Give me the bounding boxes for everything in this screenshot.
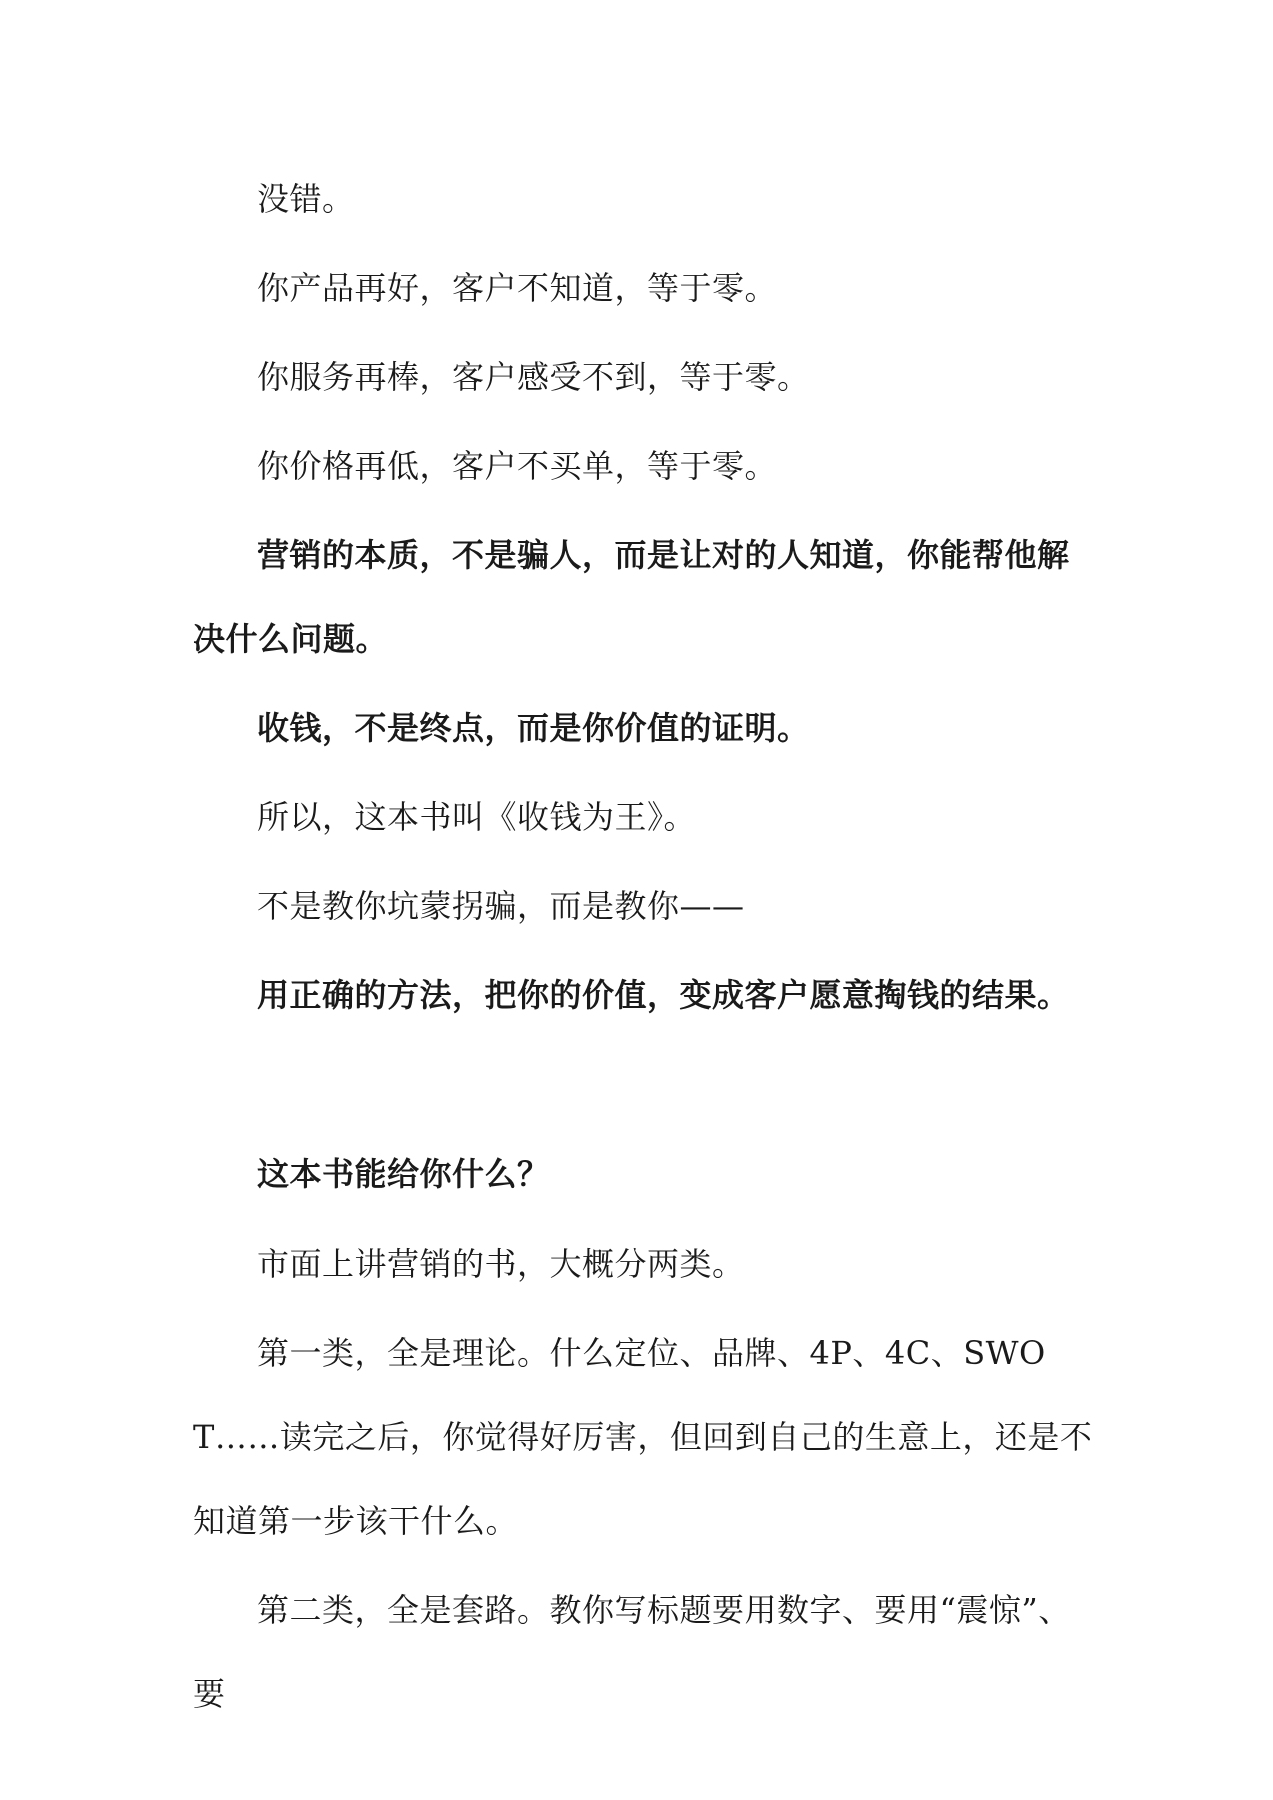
paragraph-12: 第一类，全是理论。什么定位、品牌、4P、4C、SWOT……读完之后，你觉得好厉害，但回到自己的生意上，还是不知道第一步该干什么。 bbox=[193, 1334, 1093, 1540]
paragraph-3: 你服务再棒，客户感受不到，等于零。 bbox=[257, 358, 810, 396]
paragraph-6-bold: 收钱，不是终点，而是你价值的证明。 bbox=[257, 709, 810, 747]
paragraph-11: 市面上讲营销的书，大概分两类。 bbox=[257, 1245, 745, 1283]
paragraph-7: 所以，这本书叫《收钱为王》。 bbox=[257, 798, 697, 836]
paragraph-4: 你价格再低，客户不买单，等于零。 bbox=[257, 447, 778, 485]
paragraph-2: 你产品再好，客户不知道，等于零。 bbox=[257, 269, 778, 307]
paragraph-9-bold: 用正确的方法，把你的价值，变成客户愿意掏钱的结果。 bbox=[257, 976, 1070, 1014]
section-heading: 这本书能给你什么？ bbox=[257, 1155, 550, 1193]
paragraph-5-bold: 营销的本质，不是骗人，而是让对的人知道，你能帮他解决什么问题。 bbox=[193, 536, 1070, 658]
paragraph-8: 不是教你坑蒙拐骗，而是教你—— bbox=[257, 887, 745, 925]
paragraph-13: 第二类，全是套路。教你写标题要用数字、要用“震惊”、要 bbox=[193, 1591, 1071, 1713]
paragraph-1: 没错。 bbox=[257, 180, 355, 218]
